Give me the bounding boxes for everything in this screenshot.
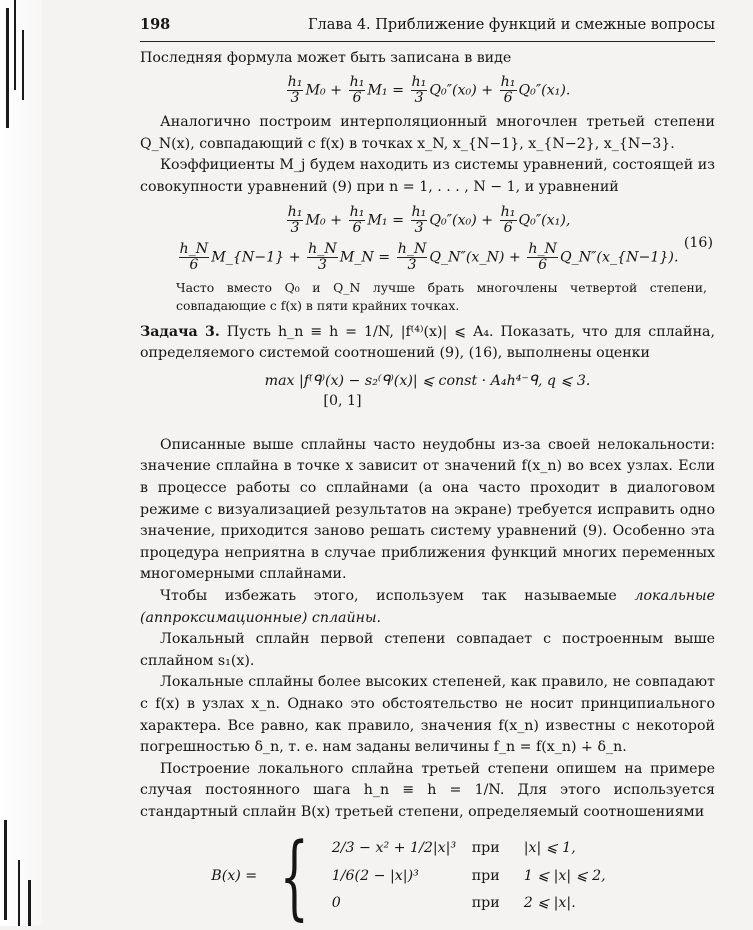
paragraph-1: Последняя формула может быть записана в виде <box>140 49 512 66</box>
paragraph-5: Чтобы избежать этого, используем так называемые локальные (аппроксимационные) сплайны. <box>140 588 715 626</box>
task-label: Задача 3. <box>140 323 220 340</box>
b-spline-definition <box>140 822 715 930</box>
scan-binding-edge <box>0 0 42 926</box>
system-line-2: $\frac{h\_N}{6}$ M_{N−1} + $\frac{h\_N}{3}$ M_N = $\frac{h\_N}{3}$ Q_N″(x_N) + $\frac{h\_N}{6}$ Q_N″(x_{N−1}). <box>179 240 679 273</box>
local-splines-term: локальные (аппроксимационные) сплайны. <box>140 588 715 626</box>
page-number: 198 <box>140 16 171 33</box>
task-text: Пусть h_n ≡ h = 1/N, |f⁽⁴⁾(x)| ⩽ A₄. Показать, что для сплайна, определяемого системой соотношений (9), (16), выполнены оценки <box>140 323 716 362</box>
book-page <box>140 14 716 930</box>
chapter-title: Глава 4. Приближение функций и смежные вопросы <box>307 17 715 33</box>
paragraph-2: Аналогично построим интерполяционный многочлен третьей степени Q_N(x), совпадающий с f(x) в точках x_N, x_{N−1}, x_{N−2}, x_{N−3}. <box>140 114 715 152</box>
footnote: Часто вместо Q₀ и Q_N лучше брать многочлены четвертой степени, совпадающие с f(x) в пяти крайних точках. <box>176 279 707 314</box>
task-3 <box>140 322 715 365</box>
b-lhs: B(x) = <box>211 867 258 884</box>
paragraph-8: Построение локального сплайна третьей степени опишем на примере случая постоянного шага h_n ≡ h = 1/N. Для этого используется стандартный сплайн B(x) третьей степени, определяемый соотношениями <box>140 760 715 820</box>
paragraph-7: Локальные сплайны более высоких степеней, как правило, не совпадают с f(x) в узлах x_n. Однако это обстоятельство не носит принципиального характера. Все равно, как правило, значения f(x_n) известны с некоторой погрешностью δ_n, т. е. нам заданы величины f_n = f(x_n) ∔ δ_n. <box>140 674 715 756</box>
paragraph-4: Описанные выше сплайны часто неудобны из-за своей нелокальности: значение сплайна в точке x зависит от значений f(x_n) во всех узлах. Если в процессе работы со сплайнами (а она часто проходит в диалоговом режиме с визуализацией результатов на экране) требуется исправить одно значение, приходится заново решать систему уравнений (9). Особенно эта процедура неприятна в случае приближения функций многих переменных многомерными сплайнами. <box>140 436 715 583</box>
left-brace: { <box>279 822 310 930</box>
estimate-formula: max |f⁽ᑫ⁾(x) − s₂⁽ᑫ⁾(x)| ⩽ const · A₄h⁴⁻ᑫ, q ⩽ 3. <box>264 372 591 389</box>
paragraph-3: Коэффициенты M_j будем находить из системы уравнений, состоящей из совокупности уравнений (9) при n = 1, . . . , N − 1, и уравнений <box>140 157 715 195</box>
system-line-1: $\frac{\text{h₁}}{3}$ M₀ + $\frac{\text{h₁}}{6}$ M₁ = $\frac{\text{h₁}}{3}$ Q₀″(x₀) + $\frac{\text{h₁}}{6}$ Q₀″(x₁), <box>287 203 571 236</box>
equation-system-16 <box>140 205 715 273</box>
estimate-interval: [0, 1] <box>323 393 362 410</box>
paragraph-6: Локальный сплайн первой степени совпадает с построенным выше сплайном s₁(x). <box>140 631 715 669</box>
formula-1: $\frac{\text{h₁}}{3}$ M₀ + $\frac{\text{h₁}}{6}$ M₁ = $\frac{\text{h₁}}{3}$ Q₀″(x₀) + $\frac{\text{h₁}}{6}$ Q₀″(x₁). <box>287 74 571 107</box>
equation-number: (16) <box>683 234 713 251</box>
cases-grid: 2/3 − x² + 1/2|x|³ при |x| ⩽ 1, 1/6(2 − |x|)³ при 1 ⩽ |x| ⩽ 2, 0 при 2 ⩽ |x|. <box>331 840 606 912</box>
page-header <box>140 14 715 42</box>
